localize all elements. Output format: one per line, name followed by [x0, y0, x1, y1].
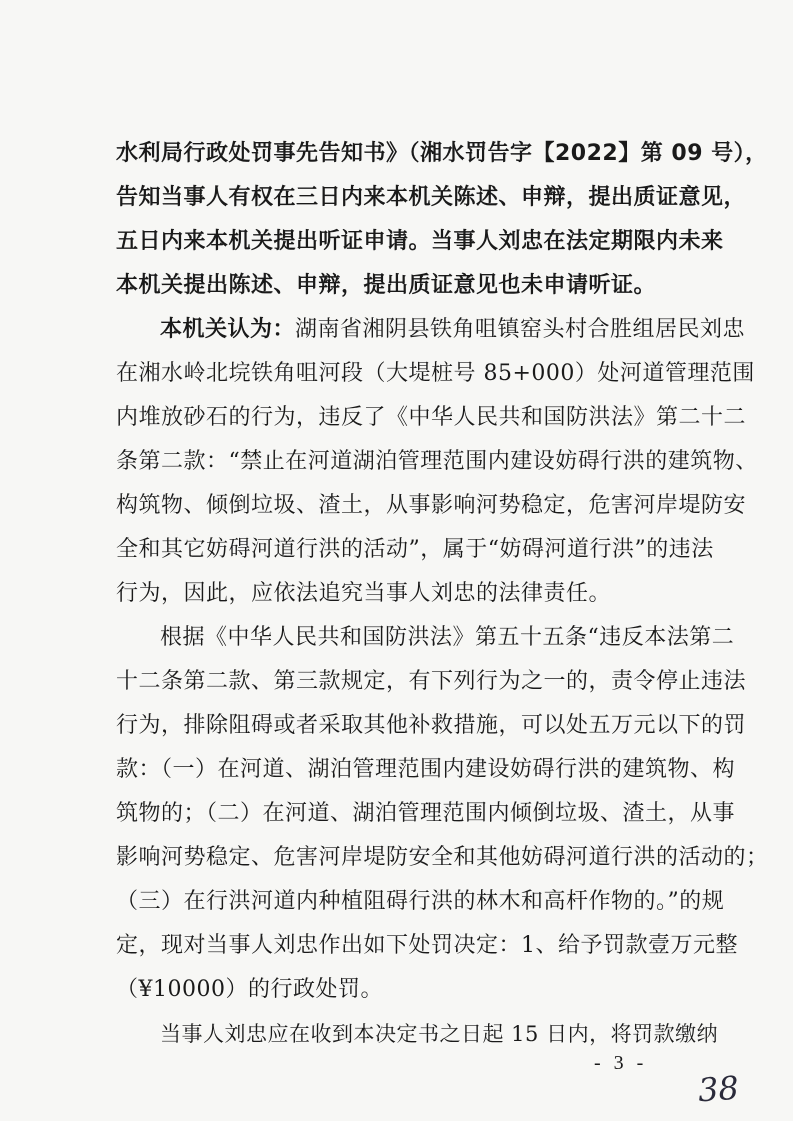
finding-line-1 — [160, 314, 746, 346]
basis-line-9: （¥10000）的行政处罚。 — [116, 977, 383, 1002]
basis-line-1: 根据《中华人民共和国防洪法》第五十五条“违反本法第二 — [160, 625, 735, 650]
notice-line-2: 告知当事人有权在三日内来本机关陈述、申辩，提出质证意见， — [116, 185, 747, 210]
page-number: - 3 - — [594, 1052, 648, 1074]
notice-line-1: 水利局行政处罚事先告知书》（湘水罚告字【2022】第 09 号）， — [116, 141, 768, 166]
finding-lead: 本机关认为： — [160, 317, 296, 342]
basis-line-7: （三）在行洪河道内种植阻碍行洪的林木和高杆作物的。”的规 — [116, 889, 725, 914]
finding-line-6: 全和其它妨碍河道行洪的活动”，属于“妨碍河道行洪”的违法 — [116, 537, 714, 562]
basis-line-8: 定，现对当事人刘忠作出如下处罚决定：1、给予罚款壹万元整 — [116, 933, 738, 958]
finding-line-5: 构筑物、倾倒垃圾、渣土，从事影响河势稳定，危害河岸堤防安 — [116, 493, 747, 518]
finding-line-7: 行为，因此，应依法追究当事人刘忠的法律责任。 — [116, 581, 612, 606]
finding-line-3: 内堆放砂石的行为，违反了《中华人民共和国防洪法》第二十二 — [116, 405, 747, 430]
finding-line-4: 条第二款：“禁止在河道湖泊管理范围内建设妨碍行洪的建筑物、 — [116, 449, 758, 474]
finding-line-1-text: 湖南省湘阴县铁角咀镇窑头村合胜组居民刘忠 — [295, 317, 746, 342]
finding-line-2: 在湘水岭北垸铁角咀河段（大堤桩号 85+000）处河道管理范围 — [116, 361, 755, 386]
basis-line-5: 筑物的；（二）在河道、湖泊管理范围内倾倒垃圾、渣土，从事 — [116, 801, 736, 826]
handwritten-page-number: 38 — [696, 1068, 740, 1110]
basis-line-6: 影响河势稳定、危害河岸堤防安全和其他妨碍河道行洪的活动的； — [116, 845, 769, 870]
basis-line-3: 行为，排除阻碍或者采取其他补救措施，可以处五万元以下的罚 — [116, 713, 747, 738]
basis-line-4: 款：（一）在河道、湖泊管理范围内建设妨碍行洪的建筑物、构 — [116, 757, 736, 782]
basis-line-2: 十二条第二款、第三款规定，有下列行为之一的，责令停止违法 — [116, 669, 747, 694]
notice-line-3: 五日内来本机关提出听证申请。当事人刘忠在法定期限内未来 — [116, 229, 724, 254]
notice-line-4: 本机关提出陈述、申辩，提出质证意见也未申请听证。 — [116, 273, 657, 298]
payment-line-1: 当事人刘忠应在收到本决定书之日起 15 日内，将罚款缴纳 — [160, 1022, 719, 1046]
